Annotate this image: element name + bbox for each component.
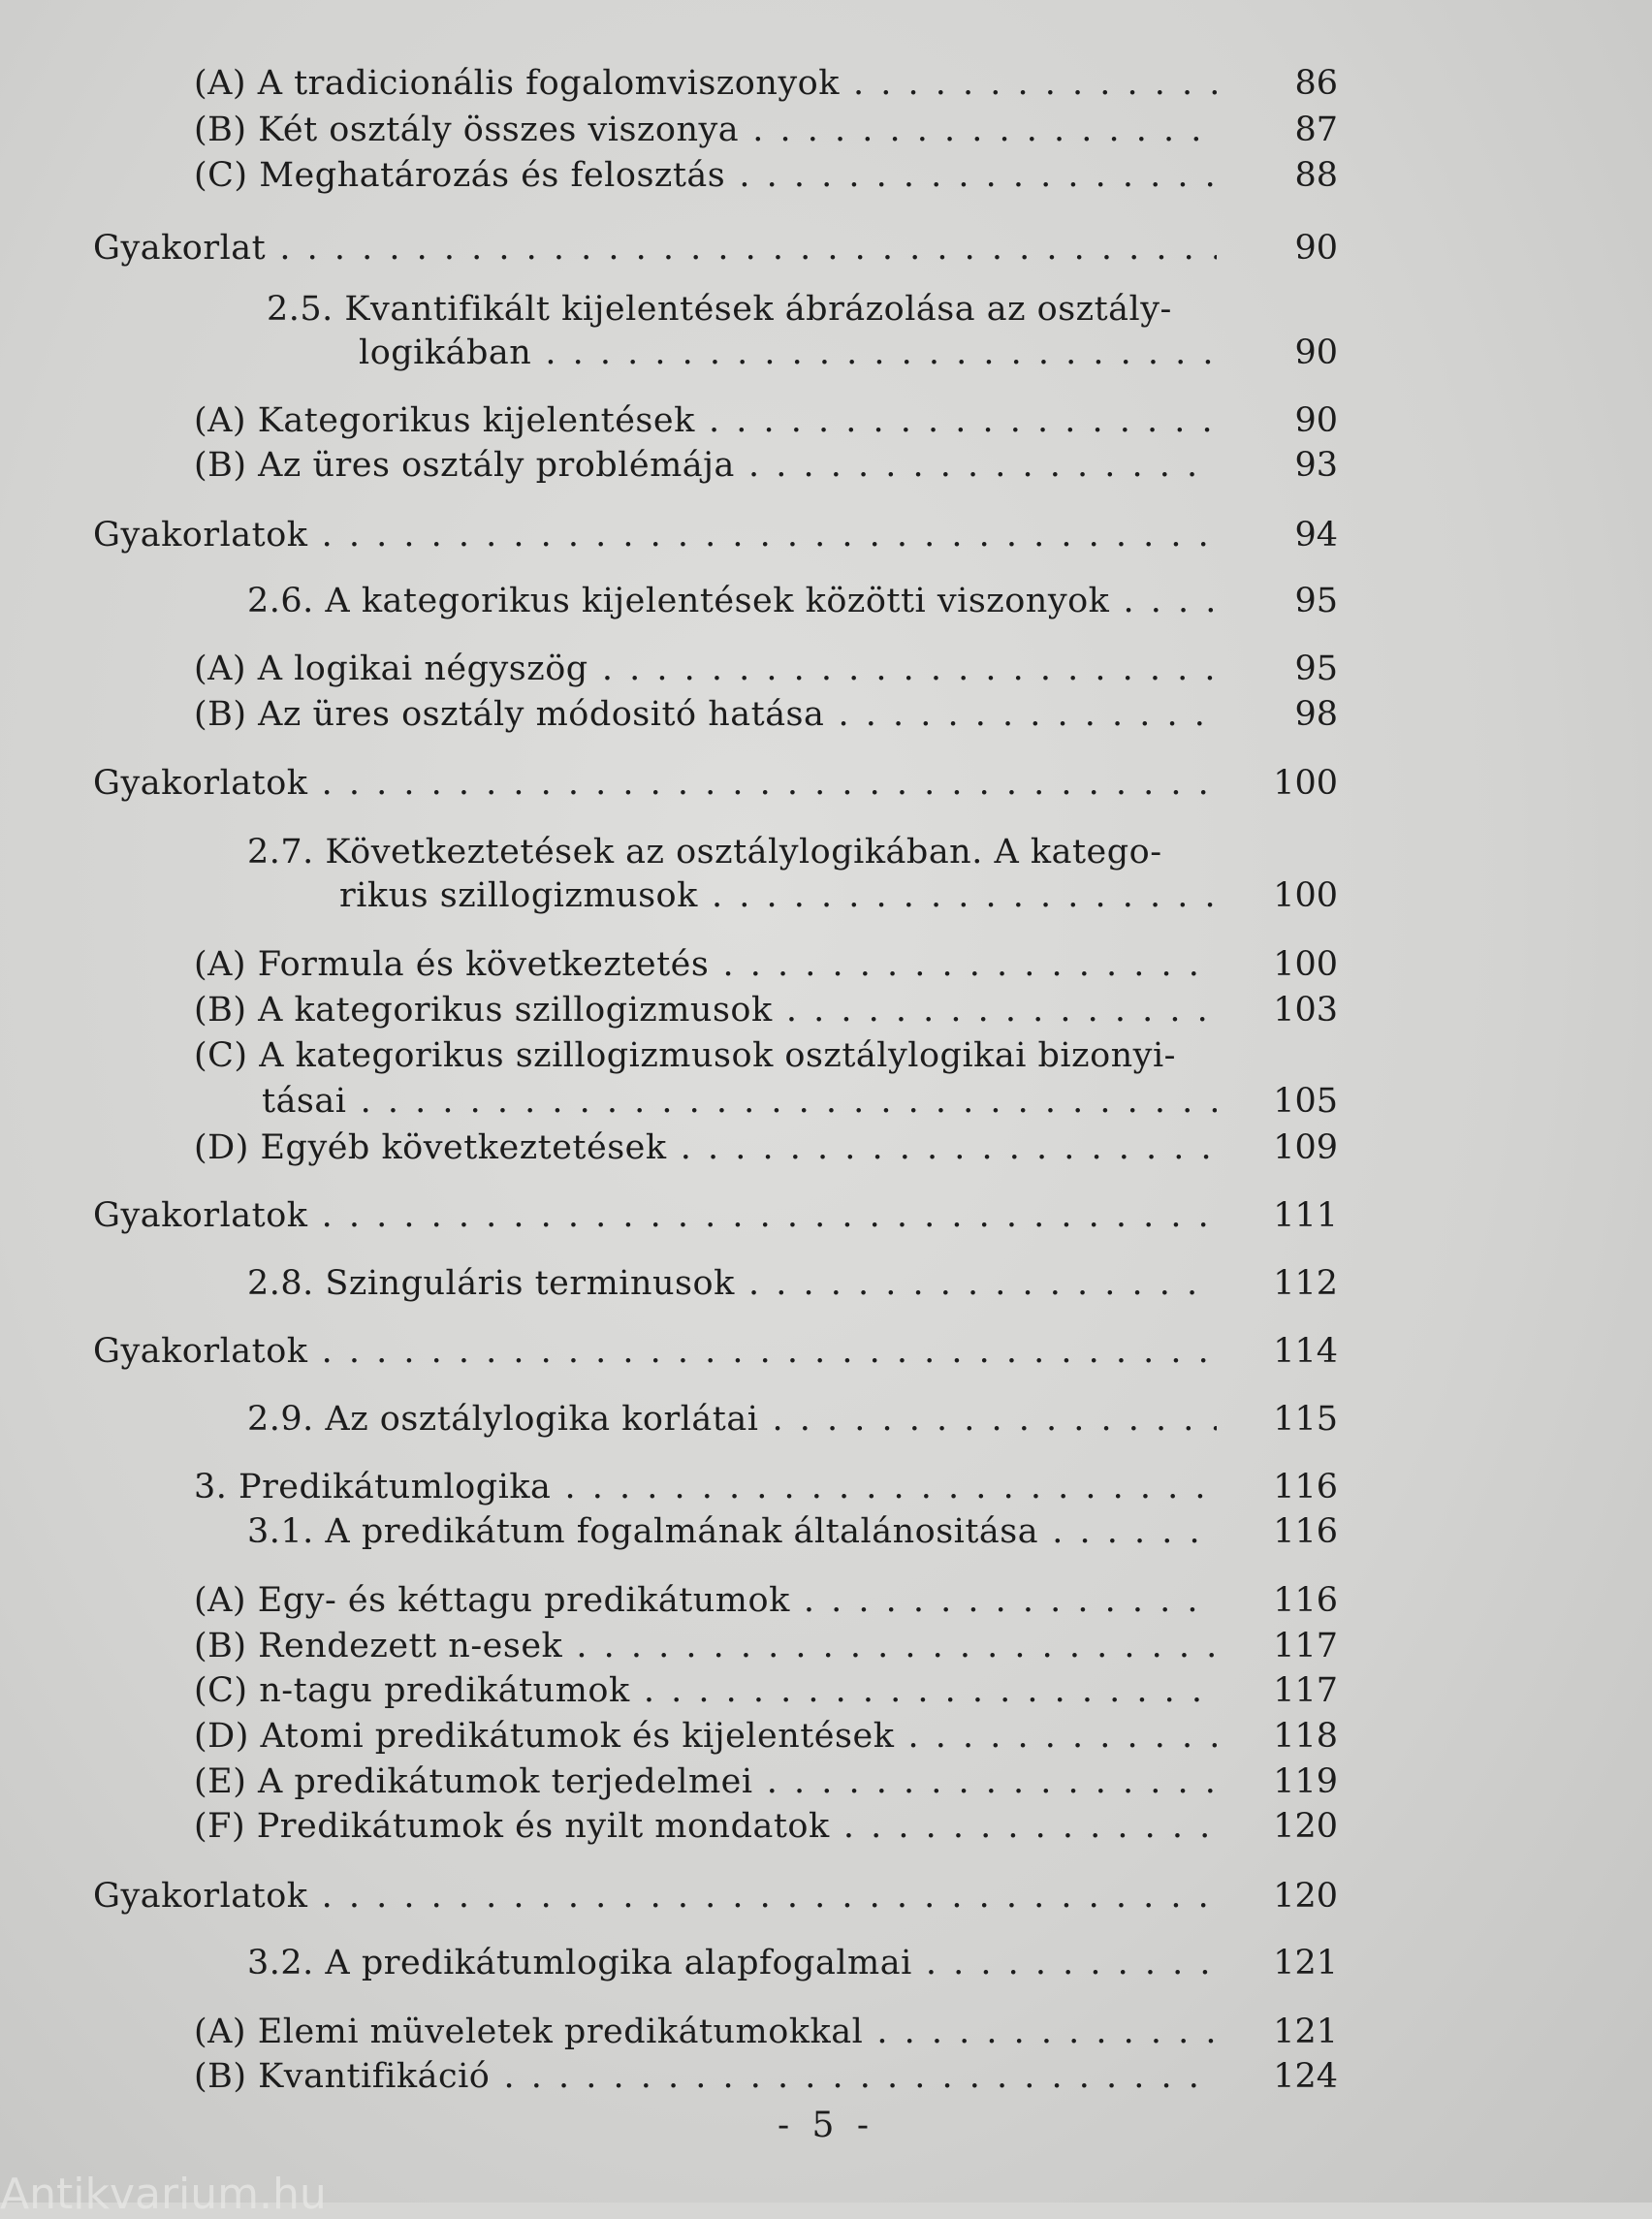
toc-entry [0,152,1652,199]
toc-entry [0,1078,1652,1125]
toc-entry-title [247,829,1217,875]
toc-entry-label: (D) Atomi predikátumok és kijelentések [194,1717,895,1756]
toc-entry-title [194,1577,1217,1624]
toc-entry [0,1032,1652,1079]
toc-entry-title [194,941,1217,988]
toc-entry-label: 3. Predikátumlogika [194,1468,552,1506]
toc-entry [0,60,1652,107]
toc-entry-page-number: 117 [1273,1671,1338,1710]
page-number-footer: - 5 - [777,2106,875,2145]
toc-entry-page-number: 105 [1273,1082,1338,1121]
toc-entry [0,1713,1652,1759]
toc-entry-page-number: 86 [1294,64,1338,103]
toc-entry [0,1577,1652,1624]
toc-entry [0,512,1652,558]
toc-entry-label: tásai [262,1082,347,1121]
toc-entry-title [194,1759,1217,1805]
toc-entry-title [194,60,1217,107]
toc-entry [0,1667,1652,1714]
toc-entry-page-number: 88 [1294,156,1338,195]
toc-entry-label: (A) A tradicionális fogalomviszonyok [194,64,840,103]
toc-entry-title [247,1508,1217,1555]
toc-entry [0,1803,1652,1850]
toc-entry-title [93,512,1217,558]
toc-entry-label: 2.7. Következtetések az osztálylogikában. A katego- [247,833,1162,872]
toc-entry [0,1328,1652,1375]
toc-entry-title [194,442,1217,489]
toc-entry-page-number: 117 [1273,1627,1338,1665]
toc-entry-label: 2.5. Kvantifikált kijelentések ábrázolása az osztály- [267,290,1172,329]
toc-entry-title [93,1192,1217,1239]
toc-entry-label: 2.8. Szinguláris terminusok [247,1264,735,1303]
toc-entry [0,2009,1652,2055]
toc-entry-label: (B) Rendezett n-esek [194,1627,563,1665]
toc-entry-title [194,1464,1217,1510]
toc-entry-page-number: 124 [1273,2057,1338,2096]
toc-entry-page-number: 121 [1273,1944,1338,1982]
toc-entry-title [194,691,1217,738]
toc-entry-page-number: 119 [1273,1762,1338,1801]
toc-entry-label: (D) Egyéb következtetések [194,1128,667,1167]
toc-entry-page-number: 103 [1273,991,1338,1030]
toc-entry [0,987,1652,1033]
toc-entry-title [194,987,1217,1033]
toc-entry-title [247,1940,1217,1986]
toc-entry [0,829,1652,875]
toc-entry-label: 3.2. A predikátumlogika alapfogalmai [247,1944,912,1982]
toc-entry-title [359,330,1217,376]
toc-entry-page-number: 100 [1273,764,1338,803]
toc-entry [0,1940,1652,1986]
watermark: Antikvarium.hu [0,2170,327,2219]
toc-entry-title [247,1396,1217,1442]
toc-entry-page-number: 115 [1273,1400,1338,1439]
toc-entry-label: Gyakorlatok [93,1196,308,1235]
toc-entry-label: Gyakorlat [93,229,267,268]
toc-entry [0,442,1652,489]
toc-entry-label: (A) Egy- és kéttagu predikátumok [194,1581,790,1620]
toc-entry [0,578,1652,624]
toc-entry-page-number: 93 [1294,446,1338,485]
toc-entry [0,1192,1652,1239]
toc-entry-title [194,646,1217,692]
toc-entry-title [93,1328,1217,1375]
toc-entry-title [194,152,1217,199]
toc-entry-label: (E) A predikátumok terjedelmei [194,1762,753,1801]
toc-entry-label: Gyakorlatok [93,1877,308,1916]
toc-entry-page-number: 112 [1273,1264,1338,1303]
toc-entry [0,691,1652,738]
toc-entry-page-number: 94 [1294,516,1338,555]
toc-entry-label: 3.1. A predikátum fogalmának általánositása [247,1512,1039,1551]
toc-entry-title [194,107,1217,153]
toc-entry-page-number: 121 [1273,2013,1338,2051]
toc-entry-label: (B) Két osztály összes viszonya [194,111,740,149]
toc-entry-title [194,1803,1217,1850]
toc-entry-title [247,1260,1217,1307]
toc-entry-label: (A) Elemi müveletek predikátumokkal [194,2013,864,2051]
toc-entry-title [194,1125,1217,1171]
toc-entry [0,107,1652,153]
toc-entry-label: (C) A kategorikus szillogizmusok osztálylogikai bizonyi- [194,1036,1176,1075]
toc-entry-label: (B) Az üres osztály problémája [194,446,735,485]
toc-entry [0,330,1652,376]
toc-entry-page-number: 98 [1294,695,1338,734]
toc-entry-page-number: 114 [1273,1332,1338,1371]
toc-entry [0,286,1652,333]
toc-entry-title [194,1623,1217,1669]
toc-entry [0,1260,1652,1307]
toc-entry-page-number: 87 [1294,111,1338,149]
toc-entry-label: Gyakorlatok [93,1332,308,1371]
toc-entry-title [194,2009,1217,2055]
toc-entry [0,1508,1652,1555]
toc-entry [0,1759,1652,1805]
toc-entry-title [93,760,1217,807]
toc-entry-page-number: 95 [1294,650,1338,688]
toc-entry-label: 2.9. Az osztálylogika korlátai [247,1400,759,1439]
toc-entry-label: (C) Meghatározás és felosztás [194,156,726,195]
toc-entry-page-number: 120 [1273,1877,1338,1916]
toc-entry-page-number: 120 [1273,1807,1338,1846]
toc-entry-label: (F) Predikátumok és nyilt mondatok [194,1807,830,1846]
toc-entry-page-number: 100 [1273,876,1338,915]
toc-entry [0,646,1652,692]
toc-entry [0,1464,1652,1510]
toc-entry-page-number: 90 [1294,333,1338,372]
toc-entry-page-number: 116 [1273,1512,1338,1551]
toc-entry-title [93,1873,1217,1919]
toc-entry-label: (C) n-tagu predikátumok [194,1671,630,1710]
toc-entry-title [267,286,1217,333]
toc-entry-page-number: 111 [1273,1196,1338,1235]
toc-entry-title [194,1667,1217,1714]
toc-entry-title [339,872,1217,919]
toc-entry-page-number: 95 [1294,582,1338,620]
toc-entry [0,760,1652,807]
toc-entry [0,225,1652,271]
toc-entry-label: rikus szillogizmusok [339,876,698,915]
toc-entry-label: (B) Az üres osztály módositó hatása [194,695,825,734]
toc-entry-page-number: 118 [1273,1717,1338,1756]
toc-entry-page-number: 116 [1273,1581,1338,1620]
toc-entry [0,1623,1652,1669]
toc-entry [0,397,1652,444]
toc-entry-page-number: 90 [1294,229,1338,268]
toc-entry-title [194,1713,1217,1759]
toc-entry-title [194,2053,1217,2100]
toc-entry-title [262,1078,1217,1125]
toc-entry-page-number: 100 [1273,945,1338,984]
toc-entry [0,1125,1652,1171]
toc-entry [0,1873,1652,1919]
toc-entry-title [194,1032,1217,1079]
toc-entry-label: Gyakorlatok [93,516,308,555]
toc-entry-label: (B) Kvantifikáció [194,2057,491,2096]
toc-entry [0,2053,1652,2100]
toc-entry [0,941,1652,988]
toc-entry-page-number: 109 [1273,1128,1338,1167]
toc-entry-label: (A) A logikai négyszög [194,650,588,688]
toc-entry [0,1396,1652,1442]
toc-entry-title [93,225,1217,271]
toc-entry-label: 2.6. A kategorikus kijelentések közötti viszonyok [247,582,1110,620]
toc-entry-label: logikában [359,333,532,372]
toc-entry-title [247,578,1217,624]
toc-entry-page-number: 116 [1273,1468,1338,1506]
toc-entry-label: Gyakorlatok [93,764,308,803]
toc-entry-label: (A) Formula és következtetés [194,945,710,984]
toc-entry [0,872,1652,919]
toc-entry-page-number: 90 [1294,401,1338,440]
toc-entry-title [194,397,1217,444]
toc-entry-label: (B) A kategorikus szillogizmusok [194,991,773,1030]
toc-entry-label: (A) Kategorikus kijelentések [194,401,695,440]
